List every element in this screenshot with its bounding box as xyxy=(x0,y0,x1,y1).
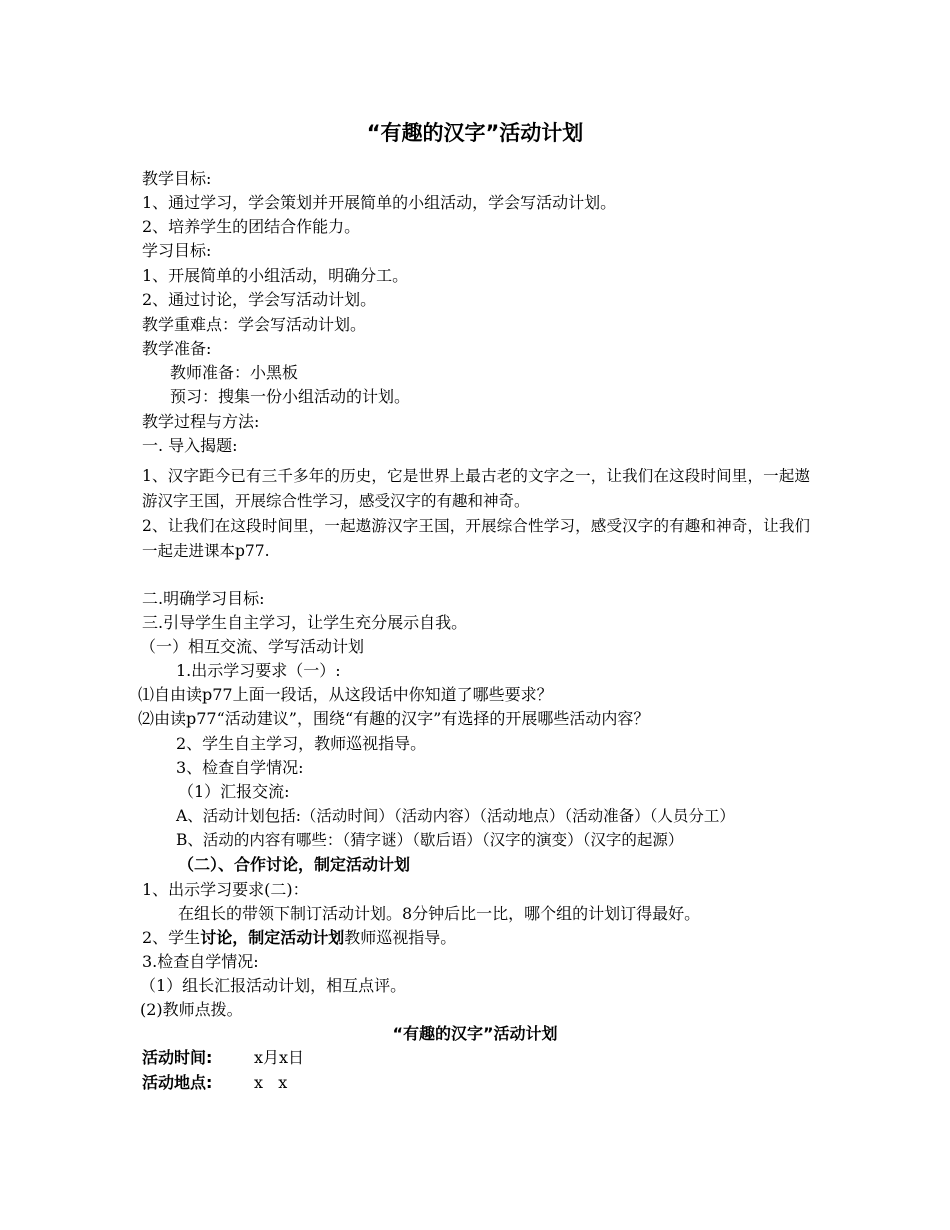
text-line: 2、通过讨论，学会写活动计划。 xyxy=(142,290,377,309)
document-title: “有趣的汉字”活动计划 xyxy=(366,121,584,145)
heading-preparation: 教学准备: xyxy=(142,339,212,358)
plan-subtitle: “有趣的汉字”活动计划 xyxy=(392,1024,558,1043)
text-line: 3.检查自学情况: xyxy=(142,952,259,971)
text-line: 在组长的带领下制订活动计划。8分钟后比一比，哪个组的计划订得最好。 xyxy=(178,904,701,923)
section-heading: 三.引导学生自主学习，让学生充分展示自我。 xyxy=(142,613,468,632)
text-line: 1、出示学习要求(二)： xyxy=(142,880,309,899)
text-line: 1.出示学习要求（一）: xyxy=(176,661,341,680)
text-line: A、活动计划包括:（活动时间）（活动内容）（活动地点）（活动准备）（人员分工） xyxy=(176,807,735,825)
activity-place-value: x x xyxy=(254,1073,288,1092)
text-line: 预习：搜集一份小组活动的计划。 xyxy=(170,387,411,406)
text-line: 教学重难点：学会写活动计划。 xyxy=(142,315,367,334)
paragraph: 1、汉字距今已有三千多年的历史，它是世界上最古老的文字之一，让我们在这段时间里，一起遨游汉字王国，开展综合性学习，感受汉字的有趣和神奇。 xyxy=(142,467,810,510)
text-line-mixed xyxy=(142,927,456,949)
subsection-heading: （二）、合作讨论，制定活动计划 xyxy=(178,855,411,874)
text-line: 1、开展简单的小组活动，明确分工。 xyxy=(142,266,409,285)
text-line: 教师准备：小黑板 xyxy=(170,363,299,382)
text-line: B、活动的内容有哪些：（猜字谜）（歇后语）（汉字的演变）（汉字的起源） xyxy=(176,831,684,849)
text-line: (2)教师点拨。 xyxy=(140,1000,243,1019)
text-line: 1、通过学习，学会策划并开展简单的小组活动，学会写活动计划。 xyxy=(142,193,617,212)
activity-time-label: 活动时间: xyxy=(142,1048,213,1067)
heading-learning-goals: 学习目标: xyxy=(142,241,212,260)
section-heading: 二.明确学习目标: xyxy=(142,589,265,608)
heading-teaching-goals: 教学目标: xyxy=(142,169,212,188)
text-line: 2、培养学生的团结合作能力。 xyxy=(142,217,361,236)
activity-time-value: x月x日 xyxy=(254,1048,305,1067)
text-segment: 2、学生 xyxy=(142,928,201,947)
text-segment: 教师巡视指导。 xyxy=(344,928,457,947)
text-line: （1）组长汇报活动计划，相互点评。 xyxy=(140,976,407,995)
section-heading: 一. 导入揭题: xyxy=(142,436,238,455)
text-line: ⑴自由读p77上面一段话，从这段话中你知道了哪些要求？ xyxy=(138,685,553,704)
text-line: 2、学生自主学习，教师巡视指导。 xyxy=(176,734,427,753)
text-segment-bold: 讨论，制定活动计划 xyxy=(200,928,345,947)
text-line: ⑵由读p77“活动建议”，围绕“有趣的汉字”有选择的开展哪些活动内容？ xyxy=(138,709,650,728)
text-line: （1）汇报交流: xyxy=(178,782,290,801)
heading-process: 教学过程与方法: xyxy=(142,412,260,431)
paragraph: 2、让我们在这段时间里，一起遨游汉字王国，开展综合性学习，感受汉字的有趣和神奇，让我们一起走进课本p77. xyxy=(142,517,810,560)
activity-place-label: 活动地点: xyxy=(142,1073,213,1092)
text-line: 3、检查自学情况: xyxy=(176,758,304,777)
subsection-heading: （一）相互交流、学写活动计划 xyxy=(140,637,365,656)
